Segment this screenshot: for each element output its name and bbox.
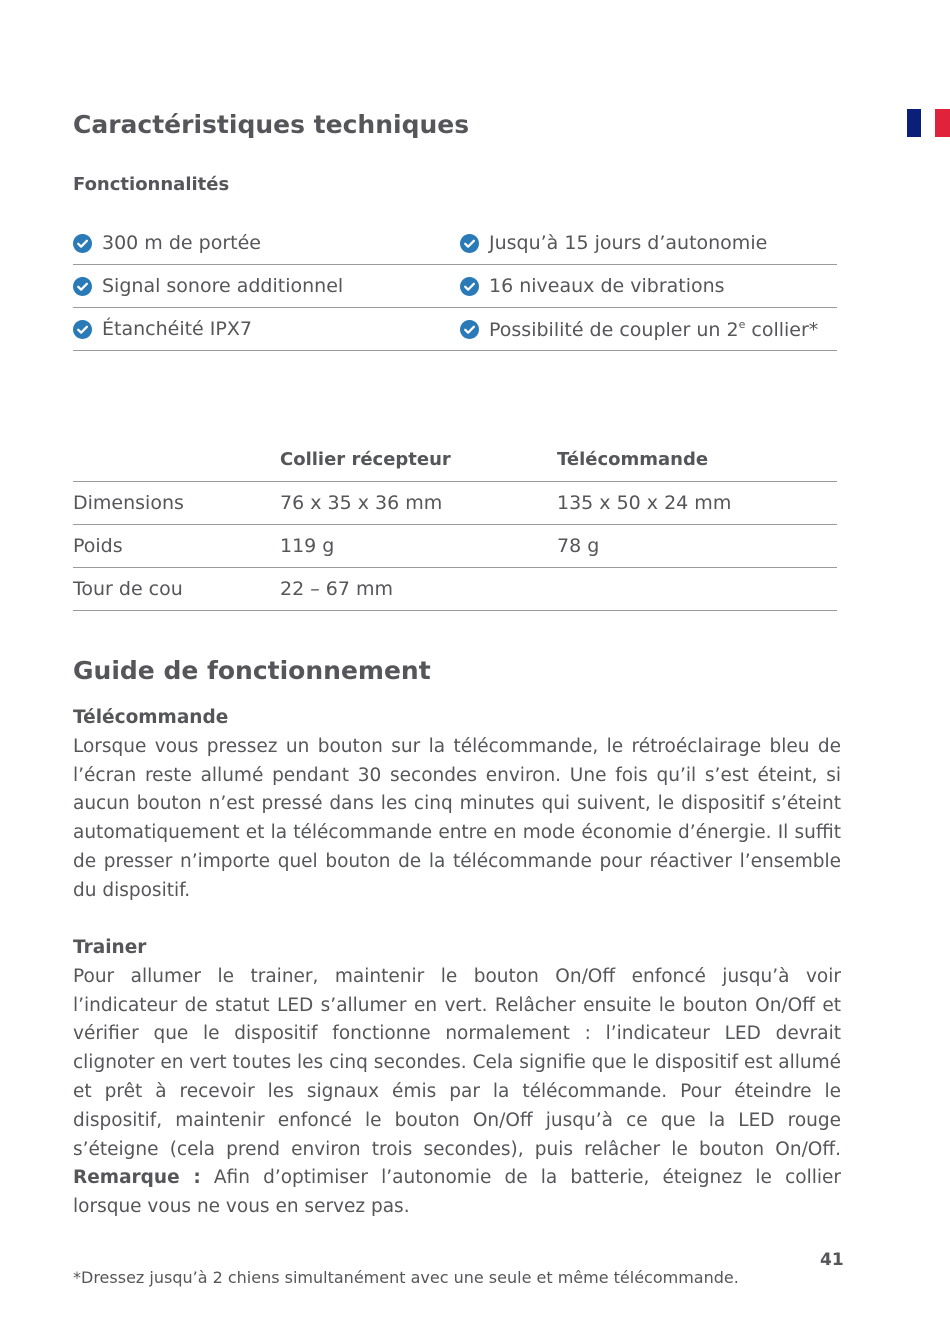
trainer-section [73,934,841,1222]
features-list [73,222,837,351]
features-heading: Fonctionnalités [73,174,230,195]
feature-label: Signal sonore additionnel [102,275,344,297]
footnote: *Dressez jusqu’à 2 chiens simultanément avec une seule et même télécommande. [73,1268,739,1287]
feature-label: Jusqu’à 15 jours d’autonomie [489,232,768,254]
remote-paragraph: Lorsque vous pressez un bouton sur la télécommande, le rétroéclairage bleu de l’écran reste allumé pendant 30 secondes environ. Une fois qu’il s’est éteint, si aucun bouton n’est pressé dans les cinq minutes qui suivent, le dispositif s’éteint automatiquement et la télécommande entre en mode économie d’énergie. Il suffit de presser n’importe quel bouton de la télécommande pour réactiver l’ensemble du dispositif. [73,735,841,901]
check-circle-icon [460,277,479,296]
page-title: Caractéristiques techniques [73,110,470,139]
specs-header [73,438,280,482]
feature-label: 16 niveaux de vibrations [489,275,725,297]
check-circle-icon [73,277,92,296]
trainer-heading: Trainer [73,937,147,958]
trainer-paragraph: Pour allumer le trainer, maintenir le bouton On/Off enfoncé jusqu’à voir l’indicateur de statut LED s’allumer en vert. Relâcher ensuite le bouton On/Off et vérifier que le dispositif fonctionne normalement : l’indicateur LED devrait clignoter en vert toutes les cinq secondes. Cela signifie que le dispositif est allumé et prêt à recevoir les signaux émis par la télécommande. Pour éteindre le dispositif, maintenir enfoncé le bouton On/Off jusqu’à ce que la LED rouge s’éteigne (cela prend environ trois secondes), puis relâcher le bouton On/Off. [73,965,841,1160]
feature-item [460,318,837,341]
feature-item [73,275,460,297]
table-row [73,525,837,568]
remote-heading: Télécommande [73,707,229,728]
specs-header: Collier récepteur [280,438,557,482]
table-row [73,482,837,525]
spec-value: 76 x 35 x 36 mm [280,482,557,525]
feature-label: 300 m de portée [102,232,261,254]
feature-row [73,222,837,265]
feature-row [73,265,837,308]
spec-value [557,568,837,611]
spec-label: Dimensions [73,482,280,525]
feature-label: Possibilité de coupler un 2e collier* [489,317,819,341]
feature-item [73,318,460,340]
french-flag-icon [907,109,950,137]
spec-value: 135 x 50 x 24 mm [557,482,837,525]
feature-label: Étanchéité IPX7 [102,318,252,340]
feature-item [460,275,837,297]
page-number: 41 [820,1250,844,1270]
specs-table [73,438,837,611]
feature-item [73,232,460,254]
spec-value: 119 g [280,525,557,568]
spec-value: 78 g [557,525,837,568]
spec-label: Poids [73,525,280,568]
note-label: Remarque : [73,1167,201,1189]
spec-value: 22 – 67 mm [280,568,557,611]
check-circle-icon [73,234,92,253]
guide-title: Guide de fonctionnement [73,656,431,685]
feature-row [73,308,837,351]
spec-label: Tour de cou [73,568,280,611]
check-circle-icon [460,320,479,339]
table-row [73,568,837,611]
check-circle-icon [73,320,92,339]
specs-header-row [73,438,837,482]
remote-section [73,704,841,906]
check-circle-icon [460,234,479,253]
note-text: Afin d’optimiser l’autonomie de la batterie, éteignez le collier lorsque vous ne vous en servez pas. [73,1167,841,1218]
specs-header: Télécommande [557,438,837,482]
feature-item [460,232,837,254]
